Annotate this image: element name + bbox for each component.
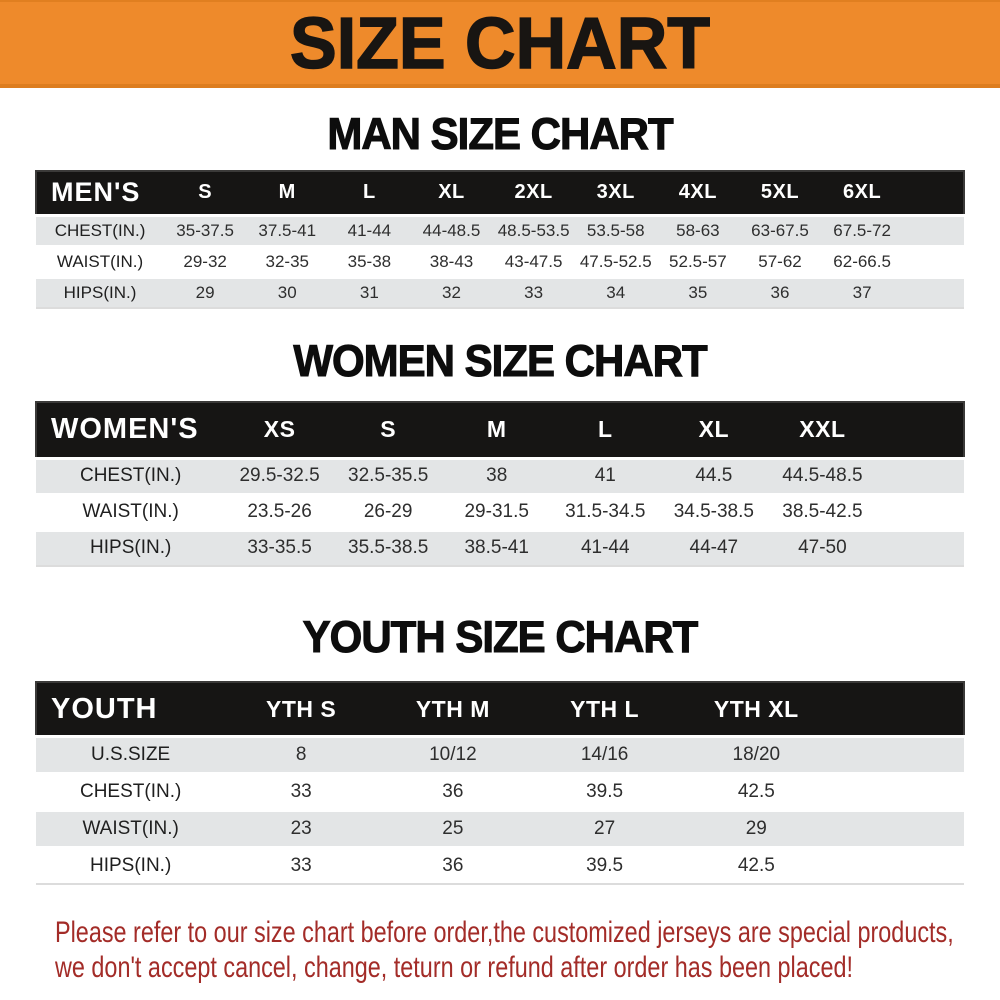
size-value-cell: 35-37.5 <box>176 220 234 240</box>
size-value-cell: 35-38 <box>347 251 392 271</box>
size-value-cell: 29-31.5 <box>464 501 529 523</box>
filler-cell <box>877 458 964 494</box>
size-value-cell: 41-44 <box>580 537 630 559</box>
size-column-header: 2XL <box>514 181 553 204</box>
filler-cell <box>903 215 964 246</box>
size-value-cell: 43-47.5 <box>504 251 563 271</box>
size-value-cell: 38.5-41 <box>464 537 529 559</box>
filler-cell <box>903 171 964 215</box>
youth-section-title: YOUTH SIZE CHART <box>302 611 698 662</box>
size-column-header: S <box>198 181 213 204</box>
size-value-cell: 25 <box>442 817 464 839</box>
size-value-cell: 10/12 <box>429 743 477 765</box>
size-value-cell: 62-66.5 <box>833 251 891 271</box>
table-row <box>36 277 964 308</box>
size-value-cell: 57-62 <box>758 251 802 271</box>
table-row <box>36 494 964 530</box>
table-header-row <box>36 171 964 215</box>
size-value-cell: 8 <box>295 743 307 765</box>
man-size-chart-section <box>0 108 1000 309</box>
banner-title: SIZE CHART <box>290 2 710 84</box>
size-column-header: L <box>363 181 376 204</box>
table-row <box>36 847 964 884</box>
size-value-cell: 37 <box>852 282 872 302</box>
size-value-cell: 32-35 <box>265 251 309 271</box>
size-value-cell: 38.5-42.5 <box>782 501 863 523</box>
notice-line-2: we don't accept cancel, change, teturn or refund after order has been placed! <box>55 951 853 985</box>
size-value-cell: 29 <box>195 282 215 302</box>
measure-row-label: WAIST(IN.) <box>56 251 144 271</box>
size-value-cell: 34.5-38.5 <box>673 501 754 523</box>
size-column-header: YTH L <box>570 695 640 722</box>
measure-row-label: WAIST(IN.) <box>82 817 179 839</box>
measure-row-label: HIPS(IN.) <box>90 855 172 877</box>
measure-row-label: CHEST(IN.) <box>54 220 146 240</box>
youth-size-table <box>35 681 965 885</box>
filler-cell <box>903 246 964 277</box>
size-value-cell: 31.5-34.5 <box>565 501 646 523</box>
table-row <box>36 773 964 810</box>
size-value-cell: 47-50 <box>798 537 847 559</box>
measure-row-label: U.S.SIZE <box>91 743 171 765</box>
youth-size-chart-section <box>0 611 1000 885</box>
table-row <box>36 246 964 277</box>
size-value-cell: 31 <box>359 282 379 302</box>
size-value-cell: 38-43 <box>429 251 474 271</box>
filler-cell <box>903 277 964 308</box>
size-value-cell: 36 <box>442 780 464 802</box>
size-value-cell: 41 <box>594 465 616 487</box>
size-column-header: 4XL <box>678 181 717 204</box>
size-value-cell: 18/20 <box>732 743 781 765</box>
size-value-cell: 36 <box>442 855 464 877</box>
size-value-cell: 53.5-58 <box>586 220 645 240</box>
size-value-cell: 47.5-52.5 <box>579 251 652 271</box>
filler-cell <box>877 530 964 566</box>
measure-row-label: WAIST(IN.) <box>82 501 179 523</box>
size-value-cell: 44-47 <box>689 537 739 559</box>
size-value-cell: 48.5-53.5 <box>497 220 570 240</box>
size-value-cell: 36 <box>770 282 790 302</box>
table-group-label: YOUTH <box>51 692 158 725</box>
table-group-label: MEN'S <box>51 177 141 208</box>
size-column-header: L <box>598 416 613 443</box>
size-value-cell: 32 <box>442 282 461 302</box>
size-value-cell: 67.5-72 <box>833 220 891 240</box>
filler-cell <box>832 847 964 884</box>
size-value-cell: 32.5-35.5 <box>348 465 429 487</box>
size-value-cell: 44-48.5 <box>422 220 481 240</box>
size-column-header: 3XL <box>596 181 635 204</box>
filler-cell <box>877 402 964 458</box>
filler-cell <box>832 810 964 847</box>
size-value-cell: 23 <box>290 817 312 839</box>
size-value-cell: 42.5 <box>737 855 775 877</box>
table-row <box>36 736 964 773</box>
measure-row-label: HIPS(IN.) <box>90 537 172 559</box>
size-value-cell: 23.5-26 <box>247 501 312 523</box>
table-row <box>36 215 964 246</box>
women-size-table <box>35 401 965 567</box>
size-column-header: YTH M <box>415 695 490 722</box>
size-column-header: 5XL <box>760 181 800 204</box>
size-value-cell: 26-29 <box>363 501 413 523</box>
filler-cell <box>832 736 964 773</box>
size-value-cell: 27 <box>594 817 616 839</box>
size-column-header: YTH S <box>266 695 337 722</box>
size-value-cell: 41-44 <box>347 220 392 240</box>
table-group-label: WOMEN'S <box>51 413 199 446</box>
filler-cell <box>832 682 964 736</box>
table-header-row <box>36 682 964 736</box>
size-value-cell: 35.5-38.5 <box>348 537 429 559</box>
size-value-cell: 29 <box>745 817 767 839</box>
women-section-title: WOMEN SIZE CHART <box>293 335 707 386</box>
size-value-cell: 33 <box>290 780 312 802</box>
size-value-cell: 39.5 <box>586 855 624 877</box>
size-value-cell: 34 <box>606 282 626 302</box>
size-column-header: XL <box>698 416 730 443</box>
size-value-cell: 44.5 <box>695 465 733 487</box>
filler-cell <box>877 494 964 530</box>
measure-row-label: CHEST(IN.) <box>79 465 182 487</box>
man-section-title: MAN SIZE CHART <box>327 108 673 159</box>
size-value-cell: 29-32 <box>183 251 227 271</box>
size-column-header: YTH XL <box>713 695 799 722</box>
size-column-header: S <box>380 416 397 443</box>
size-value-cell: 63-67.5 <box>751 220 809 240</box>
size-value-cell: 58-63 <box>676 220 720 240</box>
men-size-table <box>35 170 965 309</box>
size-value-cell: 44.5-48.5 <box>782 465 863 487</box>
size-column-header: XL <box>438 181 465 204</box>
size-value-cell: 14/16 <box>580 743 629 765</box>
size-column-header: 6XL <box>843 181 882 204</box>
table-row <box>36 458 964 494</box>
order-notice <box>55 915 1000 985</box>
size-value-cell: 35 <box>688 282 708 302</box>
size-value-cell: 38 <box>486 465 508 487</box>
size-value-cell: 42.5 <box>737 780 775 802</box>
table-row <box>36 530 964 566</box>
size-value-cell: 33-35.5 <box>247 537 312 559</box>
size-value-cell: 37.5-41 <box>258 220 317 240</box>
size-value-cell: 30 <box>277 282 297 302</box>
size-value-cell: 29.5-32.5 <box>239 465 320 487</box>
table-header-row <box>36 402 964 458</box>
women-size-chart-section <box>0 335 1000 567</box>
size-chart-banner <box>0 0 1000 88</box>
size-value-cell: 39.5 <box>586 780 624 802</box>
table-row <box>36 810 964 847</box>
size-value-cell: 33 <box>524 282 544 302</box>
size-column-header: XS <box>263 416 296 443</box>
filler-cell <box>832 773 964 810</box>
notice-line-1: Please refer to our size chart before order,the customized jerseys are special products, <box>55 916 954 950</box>
size-value-cell: 52.5-57 <box>669 251 727 271</box>
size-column-header: M <box>486 416 507 443</box>
size-column-header: M <box>278 181 296 204</box>
measure-row-label: HIPS(IN.) <box>63 282 137 302</box>
size-column-header: XXL <box>799 416 846 443</box>
measure-row-label: CHEST(IN.) <box>79 780 182 802</box>
size-value-cell: 33 <box>290 855 312 877</box>
